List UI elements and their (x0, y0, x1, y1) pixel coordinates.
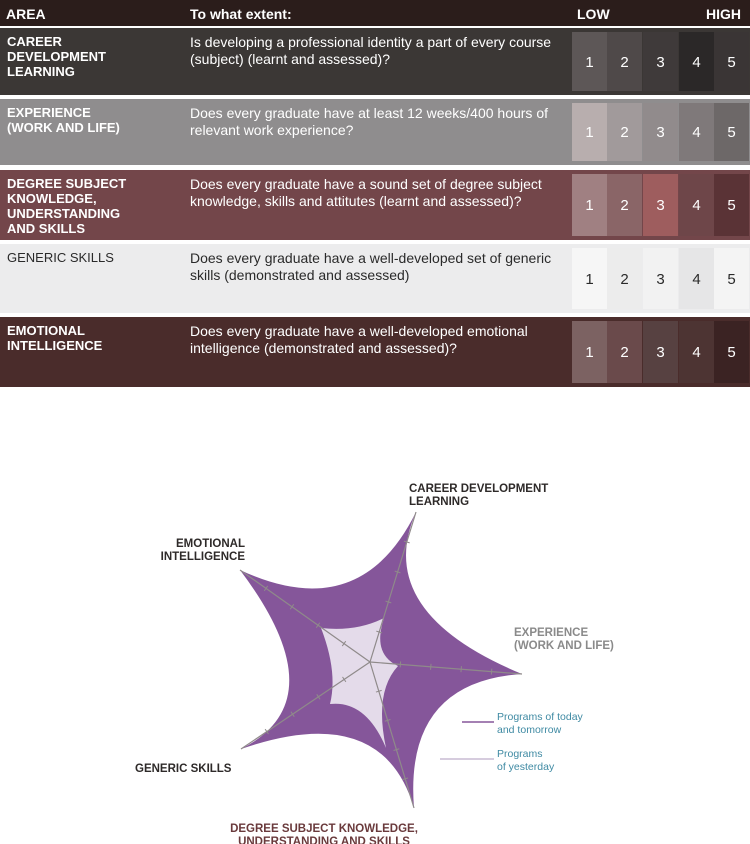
scale-number: 3 (656, 344, 665, 361)
scale-number: 2 (620, 197, 629, 214)
scale-cell-4[interactable] (679, 248, 714, 309)
row-question: Does every graduate have a sound set of degree subject knowledge, skills and attitutes (learnt and assessed)? (190, 176, 542, 209)
scale-cell-2[interactable] (607, 174, 642, 236)
legend-today: Programs of today and tomorrow (497, 711, 583, 736)
row-area: CAREER DEVELOPMENT LEARNING (7, 34, 106, 79)
label-career: CAREER DEVELOPMENT LEARNING (409, 483, 549, 508)
table-row (0, 244, 750, 313)
scale-cell-4[interactable] (679, 174, 714, 236)
table-row (0, 28, 750, 95)
scale-max-label: 5 (510, 674, 516, 685)
scale-number: 2 (620, 344, 629, 361)
scale-number: 5 (727, 53, 736, 71)
scale-max-label: 5 (403, 796, 409, 807)
scale-max-label: 5 (242, 733, 248, 744)
header-low: LOW (577, 6, 610, 22)
header-extent: To what extent: (190, 6, 292, 22)
scale-cell-5[interactable] (714, 103, 749, 161)
row-area: EMOTIONAL INTELLIGENCE (7, 323, 103, 353)
scale-cell-1[interactable] (572, 32, 607, 91)
scale-cell-2[interactable] (607, 32, 642, 91)
scale-number: 1 (585, 53, 594, 71)
radar-diagram (0, 400, 750, 844)
scale-cell-2[interactable] (607, 103, 642, 161)
scale-number: 5 (727, 124, 736, 141)
scale-number: 4 (692, 53, 701, 71)
scale-cell-5[interactable] (714, 174, 749, 236)
row-area: DEGREE SUBJECT KNOWLEDGE, UNDERSTANDING AND SKILLS (7, 176, 127, 236)
legend-yesterday: Programs of yesterday (497, 748, 555, 773)
scale-cell-1[interactable] (572, 248, 607, 309)
scale-number: 5 (727, 197, 736, 214)
scale-cell-1[interactable] (572, 103, 607, 161)
scale-cell-3[interactable] (643, 32, 678, 91)
row-area: GENERIC SKILLS (7, 250, 114, 265)
scale-max-label: 5 (248, 565, 254, 576)
label-emotional: EMOTIONAL INTELLIGENCE (160, 538, 245, 563)
scale-cell-4[interactable] (679, 321, 714, 383)
scale-number: 3 (656, 270, 665, 288)
scale-cell-5[interactable] (714, 32, 749, 91)
scale-cell-5[interactable] (714, 321, 749, 383)
scale-cell-1[interactable] (572, 174, 607, 236)
scale-cell-3[interactable] (643, 248, 678, 309)
row-question: Does every graduate have a well-developed emotional intelligence (demonstrated and assessed)? (190, 323, 528, 356)
row-area: EXPERIENCE (WORK AND LIFE) (7, 105, 120, 135)
scale-cell-3[interactable] (643, 103, 678, 161)
scale-cell-5[interactable] (714, 248, 749, 309)
row-question: Does every graduate have a well-developed set of generic skills (demonstrated and assessed) (190, 250, 552, 283)
scale-number: 4 (692, 124, 701, 141)
table-row (0, 170, 750, 240)
scale-cell-4[interactable] (679, 32, 714, 91)
scale-cell-2[interactable] (607, 321, 642, 383)
scale-number: 4 (692, 197, 701, 214)
scale-number: 4 (692, 270, 701, 288)
scale-number: 2 (620, 270, 629, 288)
scale-number: 1 (585, 270, 594, 288)
scale-number: 4 (692, 344, 701, 361)
scale-number: 2 (620, 124, 629, 141)
label-experience: EXPERIENCE (WORK AND LIFE) (514, 627, 614, 652)
table-header (0, 0, 750, 26)
header-high: HIGH (706, 6, 741, 22)
scale-number: 3 (656, 124, 665, 141)
table-row (0, 99, 750, 165)
scale-number: 1 (585, 124, 594, 141)
scale-number: 1 (585, 197, 594, 214)
scale-max-label: 5 (416, 517, 422, 528)
label-degree: DEGREE SUBJECT KNOWLEDGE, UNDERSTANDING AND SKILLS (230, 823, 418, 844)
label-generic: GENERIC SKILLS (135, 763, 232, 775)
scale-number: 3 (656, 197, 665, 214)
scale-number: 5 (727, 344, 736, 361)
row-question: Is developing a professional identity a part of every course (subject) (learnt and assessed)? (190, 34, 552, 67)
scale-cell-3[interactable] (643, 174, 678, 236)
scale-number: 2 (620, 53, 629, 71)
scale-number: 3 (656, 53, 665, 71)
header-area: AREA (6, 6, 46, 22)
table-row (0, 317, 750, 387)
scale-cell-3[interactable] (643, 321, 678, 383)
scale-cell-2[interactable] (607, 248, 642, 309)
row-question: Does every graduate have at least 12 weeks/400 hours of relevant work experience? (190, 105, 548, 138)
scale-cell-1[interactable] (572, 321, 607, 383)
scale-cell-4[interactable] (679, 103, 714, 161)
scale-number: 5 (727, 270, 736, 288)
scale-number: 1 (585, 344, 594, 361)
